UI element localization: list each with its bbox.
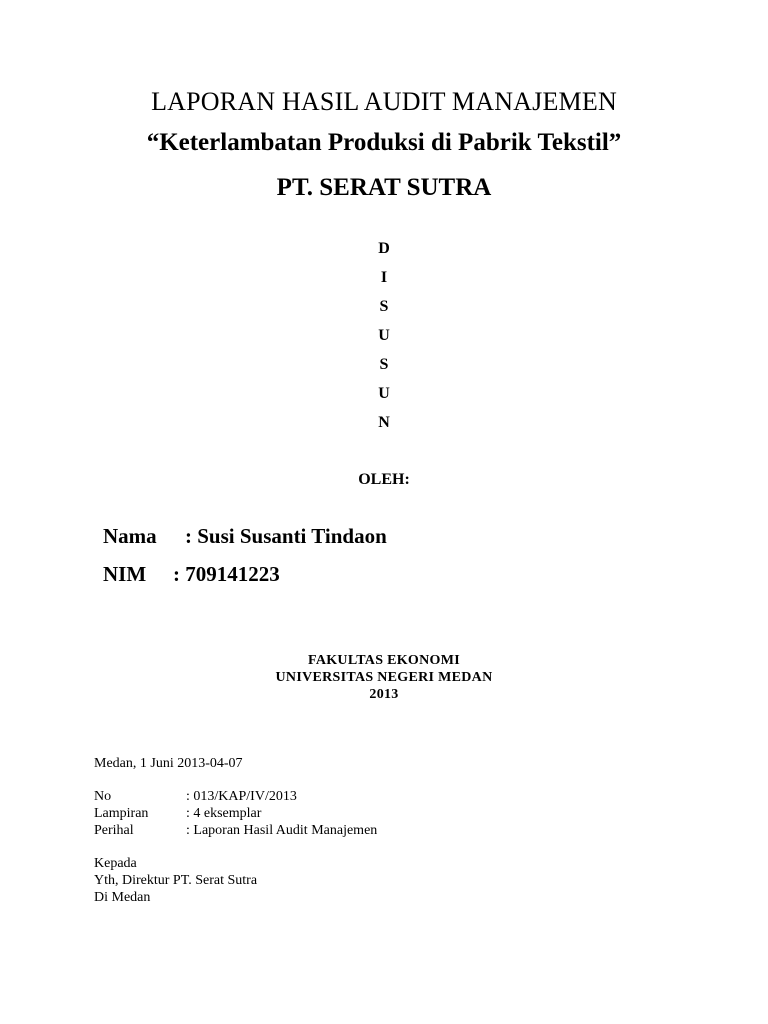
meta-row-no [94,788,377,805]
letter-date: Medan, 1 Juni 2013-04-07 [94,756,243,771]
meta-key: Lampiran [94,806,149,821]
meta-row-perihal [94,822,377,839]
nim-label: NIM [103,562,147,586]
nama-label: Nama [103,524,157,548]
report-title: LAPORAN HASIL AUDIT MANAJEMEN [151,87,617,116]
meta-key: Perihal [94,823,134,838]
disusun-letter: N [378,414,390,431]
author-nim-row [103,561,280,587]
disusun-letter: U [378,327,390,344]
letter-meta [94,788,377,839]
recipient-line: Kepada [94,856,137,871]
disusun-letter: U [378,385,390,402]
year: 2013 [369,687,399,702]
report-subtitle: “Keterlambatan Produksi di Pabrik Tekstil” [146,129,622,156]
recipient-block [94,855,257,906]
disusun-letter: S [379,356,389,373]
faculty-name: FAKULTAS EKONOMI [308,653,460,668]
meta-value: : Laporan Hasil Audit Manajemen [186,823,378,838]
author-name-row [103,523,387,549]
nama-value: : Susi Susanti Tindaon [185,524,387,548]
company-name: PT. SERAT SUTRA [276,174,492,201]
recipient-line: Yth, Direktur PT. Serat Sutra [94,873,258,888]
disusun-letter: D [378,240,390,257]
disusun-vertical [334,238,434,441]
institution-block [0,652,768,703]
nim-value: : 709141223 [173,562,280,586]
meta-row-lampiran [94,805,377,822]
meta-value: : 4 eksemplar [186,806,262,821]
disusun-letter: S [379,298,389,315]
oleh-label: OLEH: [358,471,410,488]
meta-value: : 013/KAP/IV/2013 [186,789,297,804]
disusun-letter: I [380,269,388,286]
recipient-line: Di Medan [94,890,151,905]
university-name: UNIVERSITAS NEGERI MEDAN [275,670,493,685]
meta-key: No [94,789,112,804]
